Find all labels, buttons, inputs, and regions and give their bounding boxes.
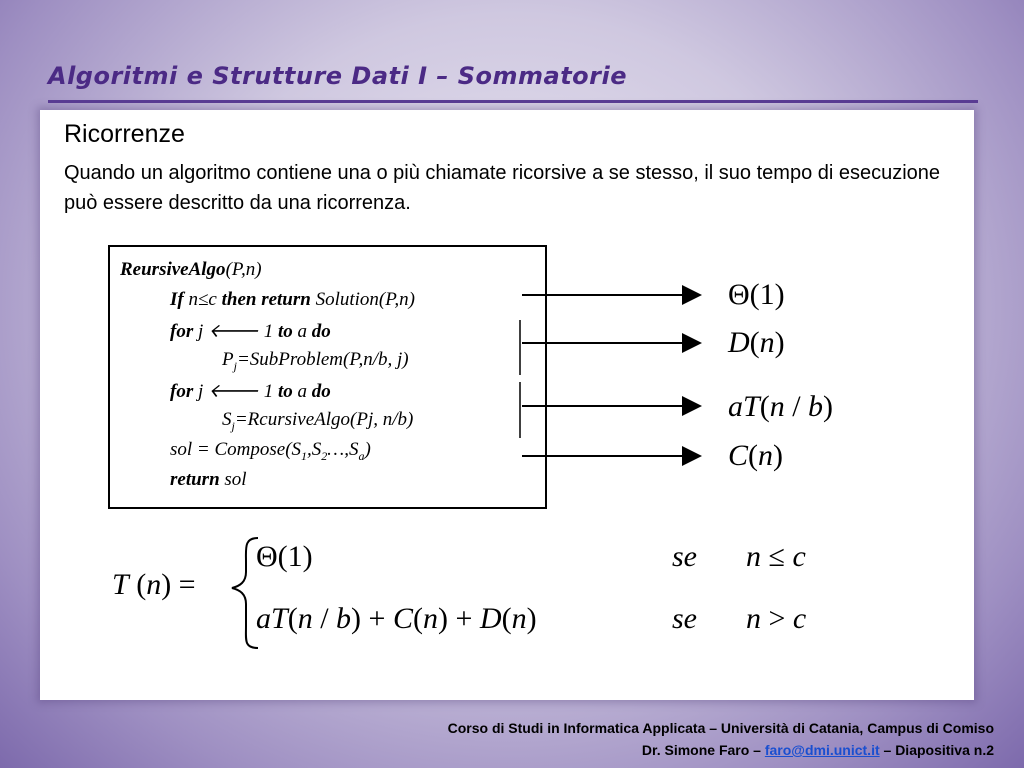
cost-conquer: aT(n / b) — [728, 390, 834, 423]
code-line-signature: ReursiveAlgo(P,n) — [120, 259, 262, 280]
recurrence-case2-condition: n > c — [746, 602, 807, 635]
recurrence-lhs: T (n) = — [112, 568, 196, 601]
recurrence-case1-se: se — [672, 540, 697, 573]
recurrence-case2-value: aT(n / b) + C(n) + D(n) — [256, 602, 537, 635]
code-line-recursive-call: $S_j=RcursiveAlgo(Pj$, n/b) — [222, 409, 414, 433]
code-line-for-1: for j 🡐 1 to a do — [170, 321, 331, 342]
footer-author: Dr. Simone Faro – faro@dmi.unict.it – Diapositiva n.2 — [641, 742, 994, 758]
code-line-if: If n≤c then return Solution(P,n) — [170, 289, 415, 310]
slide-title: Algoritmi e Strutture Dati I – Sommatorie — [48, 62, 628, 90]
cost-divide: D(n) — [728, 326, 785, 359]
code-line-compose: sol = $Compose(S_1,S_2\dots,S_a)$ — [170, 439, 371, 463]
section-heading: Ricorrenze — [64, 120, 185, 148]
recurrence-case2-se: se — [672, 602, 697, 635]
recurrence-case1-condition: n ≤ c — [746, 540, 806, 573]
recurrence-case1-value: Θ(1) — [256, 540, 313, 573]
intro-paragraph: Quando un algoritmo contiene una o più chiamate ricorsive a se stesso, il suo tempo di esecuzione può essere descritto da una ricorrenza. — [64, 162, 941, 214]
code-line-return: return sol — [170, 469, 247, 490]
left-arrow-icon: 🡐 — [208, 381, 259, 402]
cost-combine: C(n) — [728, 439, 784, 472]
left-arrow-icon: 🡐 — [208, 321, 259, 342]
email-link[interactable]: faro@dmi.unict.it — [764, 742, 880, 758]
cost-theta-1: Θ(1) — [728, 278, 785, 311]
code-line-for-2: for j 🡐 1 to a do — [170, 381, 331, 402]
code-line-subproblem: $P_j=SubProblem(P,n/b$, j) — [222, 349, 409, 373]
case-brace — [232, 538, 258, 648]
footer-course: Corso di Studi in Informatica Applicata – Università di Catania, Campus di Comiso — [447, 720, 994, 736]
